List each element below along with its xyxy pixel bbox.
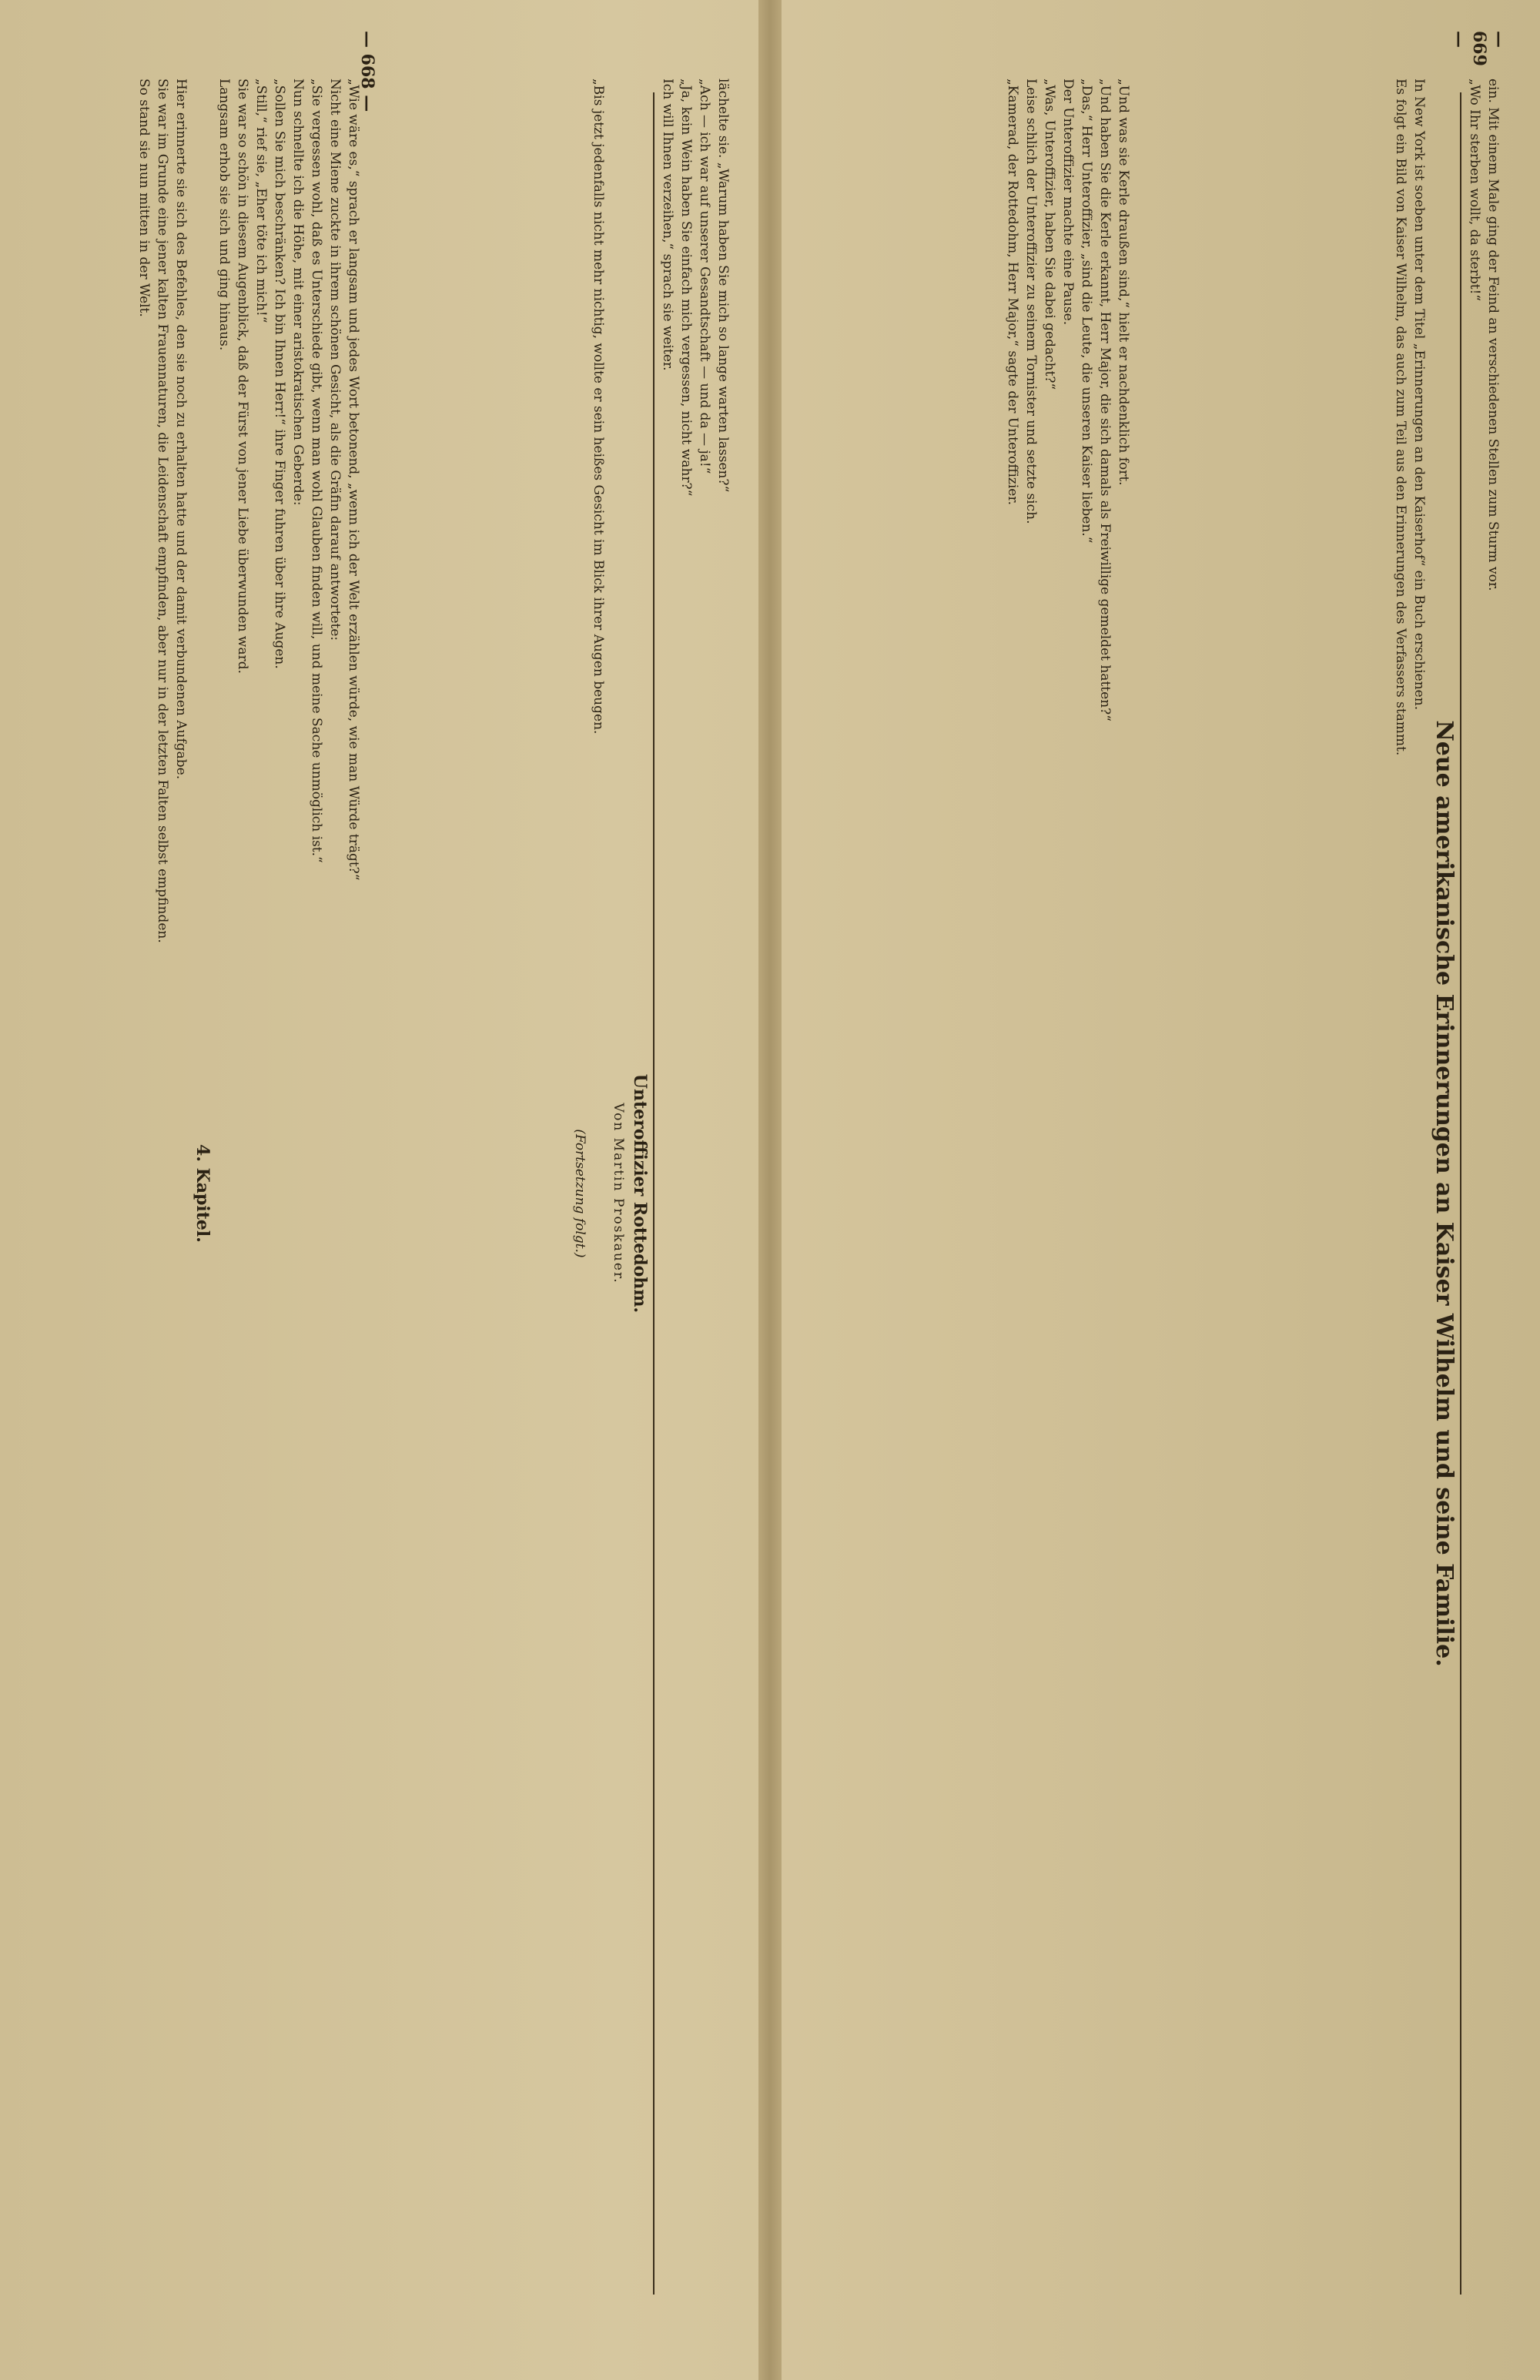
- page-number: — 668 —: [357, 31, 377, 112]
- article-title: Unteroffizier Rottedohm.: [630, 1073, 650, 1314]
- right-page: [793, 31, 1517, 2348]
- paragraph: Langsam erhob sie sich und ging hinaus.: [216, 79, 232, 351]
- continuation-note: (Fortsetzung folgt.): [572, 1129, 588, 1258]
- article-title: Neue amerikanische Erinnerungen an Kaiser Wilhelm und seine Familie.: [1431, 720, 1458, 1667]
- paragraph: „Ja, kein Wein haben Sie einfach mich vergessen, nicht wahr?“: [678, 79, 694, 497]
- paragraph: Leise schlich der Unteroffizier zu seinem Tornister und setzte sich.: [1023, 79, 1039, 524]
- paragraph: „Kamerad, der Rottedohm, Herr Major,“ sagte der Unteroffizier.: [1005, 79, 1020, 506]
- paragraph: „Das,“ Herr Unteroffizier, „sind die Leute, die unseren Kaiser lieben.“: [1079, 79, 1094, 544]
- paragraph: In New York ist soeben unter dem Titel „Erinnerungen an den Kaiserhof“ ein Buch erschienen.: [1411, 79, 1427, 711]
- paragraph: Hier erinnerte sie sich des Befehles, den sie noch zu erhalten hatte und der damit verbundenen Aufgabe.: [173, 79, 189, 780]
- left-col2-text: [393, 62, 732, 2325]
- paragraph: „Sie vergessen wohl, daß es Unterschiede gibt, wenn man wohl Glauben finden will, und meine Sache unmöglich ist.“: [309, 79, 324, 863]
- paragraph: So stand sie nun mitten in der Welt.: [136, 79, 152, 317]
- page-number: — 669 —: [1449, 31, 1509, 66]
- left-col1-text: [23, 62, 362, 2325]
- paragraph: Nicht eine Miene zuckte in ihrem schönen Gesicht, als die Gräfin darauf antwortete:: [327, 79, 343, 641]
- left-column-1: [23, 62, 362, 2325]
- left-page: [23, 31, 747, 2348]
- divider: [1460, 92, 1461, 2295]
- paragraph: lächelte sie. „Warum haben Sie mich so lange warten lassen?“: [715, 79, 731, 493]
- right-col2-text: [1163, 62, 1502, 2325]
- paragraph: Es folgt ein Bild von Kaiser Wilhelm, das auch zum Teil aus den Erinnerungen des Verfassers stammt.: [1393, 79, 1408, 756]
- right-col1-text: [793, 62, 1132, 2325]
- paragraph: Sie war im Grunde eine jener kalten Frauennaturen, die Leidenschaft empfinden, aber nur in der letzten Falten selbst empfinden.: [155, 79, 170, 943]
- paragraph: „Was, Unteroffizier, haben Sie dabei gedacht?“: [1042, 79, 1057, 390]
- paragraph: „Bis jetzt jedenfalls nicht mehr nichtig, wollte er sein heißes Gesicht im Blick ihrer Augen beugen.: [591, 79, 606, 735]
- paragraph: Ich will Ihnen verzeihen,“ sprach sie weiter.: [660, 79, 675, 371]
- left-column-2: [393, 62, 732, 2325]
- right-column-1: [793, 62, 1132, 2325]
- chapter-heading: 4. Kapitel.: [192, 1144, 213, 1243]
- paragraph: „Still,“ rief sie, „Eher töte ich mich!“: [253, 79, 269, 323]
- paragraph: „Und was sie Kerle draußen sind,“ hielt er nachdenklich fort.: [1116, 79, 1131, 486]
- paragraph: Der Unteroffizier machte eine Pause.: [1060, 79, 1076, 326]
- binding-spine: [758, 0, 782, 2380]
- paragraph: „Ach — ich war auf unserer Gesandtschaft — und da — ja!“: [697, 79, 712, 474]
- paragraph: ein. Mit einem Male ging der Feind an verschiedenen Stellen zum Sturm vor.: [1485, 79, 1501, 591]
- paragraph: „Sollen Sie mich beschränken? Ich bin Ihnen Herr!“ ihre Finger fuhren über ihre Augen.: [272, 79, 287, 669]
- paragraph: „Wo Ihr sterben wollt, da sterbt!“: [1467, 79, 1482, 302]
- paragraph: Nun schnellte ich die Höhe, mit einer aristokratischen Geberde:: [290, 79, 306, 506]
- divider: [653, 92, 654, 2295]
- article-author: Von Martin Proskauer.: [611, 1103, 626, 1284]
- right-column-2: [1163, 62, 1502, 2325]
- paragraph: Sie war so schön in diesem Augenblick, daß der Fürst von jener Liebe überwunden ward.: [235, 79, 250, 675]
- paragraph: „Wie wäre es,“ sprach er langsam und jedes Wort betonend, „wenn ich der Welt erzählen würde, wie man Würde trägt?“: [346, 79, 361, 881]
- paragraph: „Und haben Sie die Kerle erkannt, Herr Major, die sich damals als Freiwillige gemeldet hatten?“: [1097, 79, 1113, 721]
